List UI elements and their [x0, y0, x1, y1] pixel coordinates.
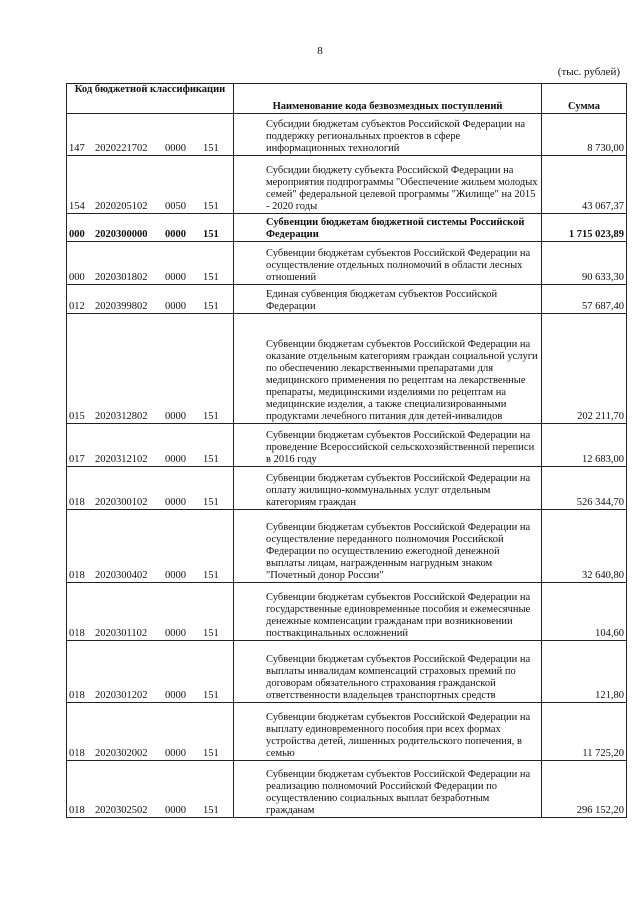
table-row: [67, 285, 627, 314]
code-cell: 017 2020312102 0000 151: [67, 424, 234, 467]
sum-cell: 104,60: [542, 583, 627, 641]
table-row: [67, 424, 627, 467]
budget-table: [66, 83, 627, 818]
table-row: [67, 214, 627, 242]
table-row: [67, 761, 627, 818]
name-cell: Субвенции бюджетам бюджетной системы Российской Федерации: [234, 214, 542, 242]
code-cell: 015 2020312802 0000 151: [67, 314, 234, 424]
table-row: [67, 156, 627, 214]
code-cell: 018 2020301202 0000 151: [67, 641, 234, 703]
table-row: [67, 510, 627, 583]
code-cell: 000 2020300000 0000 151: [67, 214, 234, 242]
table-row: [67, 641, 627, 703]
header-code: Код бюджетной классификации: [67, 84, 234, 114]
name-cell: Субвенции бюджетам субъектов Российской Федерации на осуществление переданного полномочия Российской Федерации по осуществлению ежегодной денежной выплаты лицам, награжденным нагрудным знаком "Почетный донор России": [234, 510, 542, 583]
sum-cell: 43 067,37: [542, 156, 627, 214]
table-row: [67, 467, 627, 510]
sum-cell: 296 152,20: [542, 761, 627, 818]
sum-cell: 57 687,40: [542, 285, 627, 314]
name-cell: Субвенции бюджетам субъектов Российской Федерации на оказание отдельным категориям граждан социальной услуги по обеспечению лекарственными препаратами для медицинского применения по рецептам на лекарственные препараты, медицинскими изделиями по рецептам на медицинские изделия, а также специализированными продуктами лечебного питания для детей-инвалидов: [234, 314, 542, 424]
table-row: [67, 242, 627, 285]
table-header-row: [67, 84, 627, 114]
sum-cell: 11 725,20: [542, 703, 627, 761]
table-row: [67, 314, 627, 424]
sum-cell: 90 633,30: [542, 242, 627, 285]
name-cell: Субвенции бюджетам субъектов Российской Федерации на оплату жилищно-коммунальных услуг отдельным категориям граждан: [234, 467, 542, 510]
table-row: [67, 114, 627, 156]
header-name: Наименование кода безвозмездных поступлений: [234, 84, 542, 114]
code-cell: 147 2020221702 0000 151: [67, 114, 234, 156]
page-number: 8: [317, 45, 323, 57]
sum-cell: 8 730,00: [542, 114, 627, 156]
name-cell: Субвенции бюджетам субъектов Российской Федерации на выплату единовременного пособия при всех формах устройства детей, лишенных родительского попечения, в семью: [234, 703, 542, 761]
sum-cell: 12 683,00: [542, 424, 627, 467]
name-cell: Субвенции бюджетам субъектов Российской Федерации на выплаты инвалидам компенсаций страховых премий по договорам обязательного страхования гражданской ответственности владельцев транспортных средств: [234, 641, 542, 703]
code-cell: 000 2020301802 0000 151: [67, 242, 234, 285]
code-cell: 154 2020205102 0050 151: [67, 156, 234, 214]
units-label: (тыс. рублей): [557, 66, 620, 78]
table-row: [67, 583, 627, 641]
name-cell: Субвенции бюджетам субъектов Российской Федерации на государственные единовременные пособия и ежемесячные денежные компенсации гражданам при возникновении поствакцинальных осложнений: [234, 583, 542, 641]
table-row: [67, 703, 627, 761]
name-cell: Субвенции бюджетам субъектов Российской Федерации на реализацию полномочий Российской Федерации по осуществлению социальных выплат безработным гражданам: [234, 761, 542, 818]
header-sum: Сумма: [542, 84, 627, 114]
sum-cell: 32 640,80: [542, 510, 627, 583]
name-cell: Субсидии бюджету субъекта Российской Федерации на мероприятия подпрограммы "Обеспечение жильем молодых семей" федеральной целевой программы "Жилище" на 2015 - 2020 годы: [234, 156, 542, 214]
code-cell: 018 2020302002 0000 151: [67, 703, 234, 761]
code-cell: 018 2020301102 0000 151: [67, 583, 234, 641]
code-cell: 018 2020300102 0000 151: [67, 467, 234, 510]
code-cell: 018 2020302502 0000 151: [67, 761, 234, 818]
name-cell: Субвенции бюджетам субъектов Российской Федерации на проведение Всероссийской сельскохозяйственной переписи в 2016 году: [234, 424, 542, 467]
sum-cell: 1 715 023,89: [542, 214, 627, 242]
code-cell: 012 2020399802 0000 151: [67, 285, 234, 314]
name-cell: Единая субвенция бюджетам субъектов Российской Федерации: [234, 285, 542, 314]
name-cell: Субсидии бюджетам субъектов Российской Федерации на поддержку региональных проектов в сфере информационных технологий: [234, 114, 542, 156]
sum-cell: 121,80: [542, 641, 627, 703]
sum-cell: 526 344,70: [542, 467, 627, 510]
sum-cell: 202 211,70: [542, 314, 627, 424]
code-cell: 018 2020300402 0000 151: [67, 510, 234, 583]
name-cell: Субвенции бюджетам субъектов Российской Федерации на осуществление отдельных полномочий в области лесных отношений: [234, 242, 542, 285]
